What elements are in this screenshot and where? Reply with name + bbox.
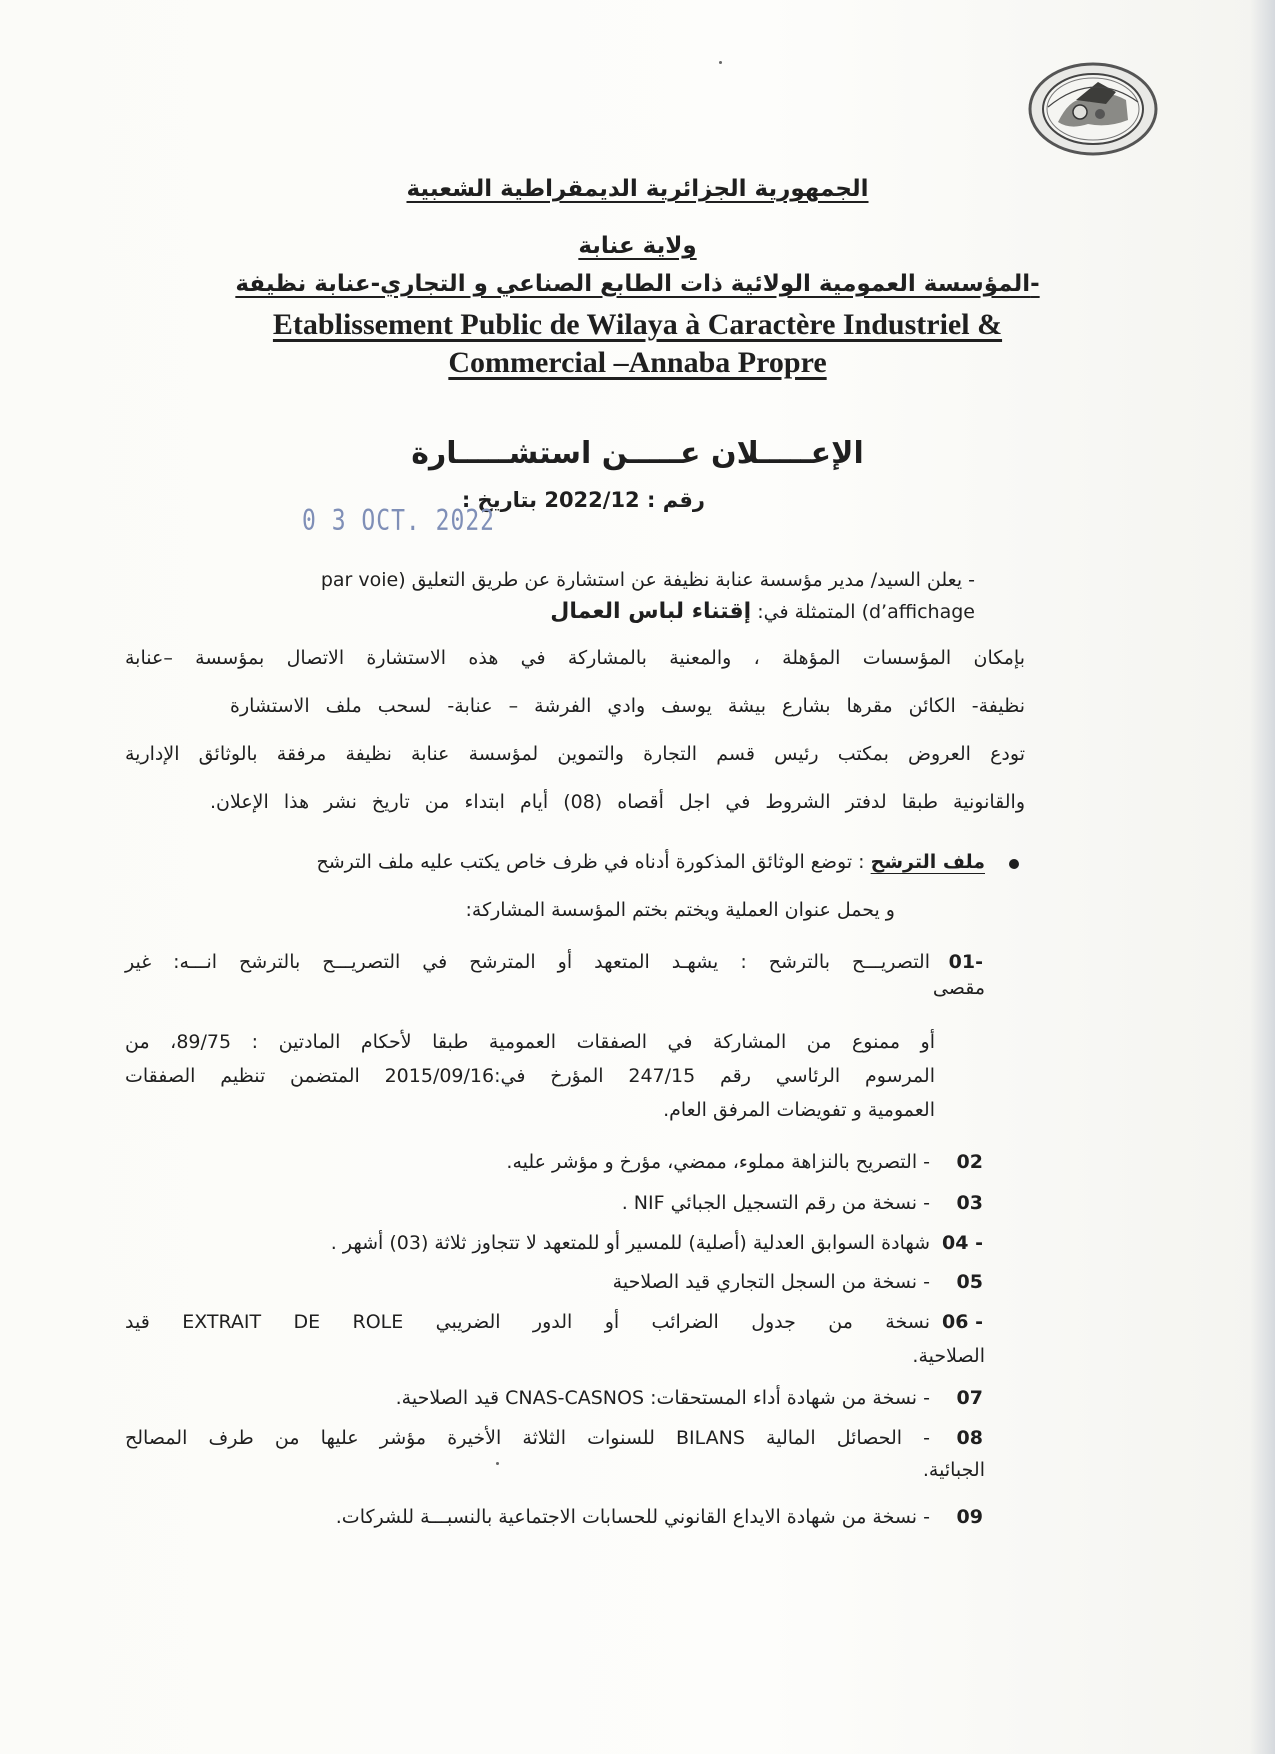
item-text-line: التصريـــح بالترشح : يشهـد المتعهد أو المترشح في التصريـــح بالترشح انـــه: غير [125,951,930,973]
intro-line-1: - يعلن السيد/ مدير مؤسسة عنابة نظيفة عن استشارة عن طريق التعليق (par voie [320,569,975,591]
item-number: 02 [956,1151,983,1173]
notice-title: الإعـــــلان عـــــن استشـــــارة [411,436,864,471]
bullet-icon [1009,859,1019,869]
candidature-line-1 [316,850,985,874]
paragraph-1: بإمكان المؤسسات المؤهلة ، والمعنية بالمشاركة في هذه الاستشارة الاتصال بمؤسسة –عنابة [125,647,1025,669]
consultation-subject: إقتناء لباس العمال [550,599,752,624]
candidature-line-2: و يحمل عنوان العملية ويختم بختم المؤسسة المشاركة: [465,899,895,921]
intro-line-2 [550,600,975,624]
paragraph-4: والقانونية طبقا لدفتر الشروط في اجل أقصاه (08) أيام ابتداء من تاريخ نشر هذا الإعلان. [210,791,1026,813]
notice-number-date: رقم : 2022/12 بتاريخ : [461,488,705,512]
establishment-french-line1: Etablissement Public de Wilaya à Caractère Industriel & [272,308,1003,341]
item-number: 04 - [942,1232,983,1254]
item-number: 09 [956,1506,983,1528]
item-text-line: أو ممنوع من المشاركة في الصفقات العمومية طبقا لأحكام المادتين : 89/75، من [125,1031,936,1053]
item-text-line: نسخة من جدول الضرائب أو الدور الضريبي EXTRAIT DE ROLE قيد [125,1311,930,1333]
candidature-text: : توضع الوثائق المذكورة أدناه في ظرف خاص يكتب عليه ملف الترشح [316,851,871,873]
item-text-line: - الحصائل المالية BILANS للسنوات الثلاثة الأخيرة مؤشر عليها من طرف المصالح [125,1427,930,1449]
item-number: 05 [956,1271,983,1293]
scan-edge-shadow [1249,0,1275,1754]
candidature-label: ملف الترشح [870,851,985,873]
item-text-line: الجبائية. [922,1459,985,1481]
item-number: 08 [956,1427,983,1449]
republic-heading: الجمهورية الجزائرية الديمقراطية الشعبية [406,176,869,202]
item-text-line: - نسخة من رقم التسجيل الجبائي NIF . [621,1192,930,1214]
scan-speck [496,1462,499,1465]
item-number: 07 [956,1387,983,1409]
paragraph-3: تودع العروض بمكتب رئيس قسم التجارة والتموين لمؤسسة عنابة نظيفة مرفقة بالوثائق الإدارية [125,743,1025,765]
item-number: 01- [948,951,983,973]
establishment-seal-logo-icon [1028,62,1158,156]
establishment-arabic-heading: المؤسسة العمومية الولائية ذات الطابع الصناعي و التجاري-عنابة نظيفة- [235,271,1040,297]
intro-line-2-prefix: d’affichage) المتمثلة في: [757,601,975,623]
item-text-line: المرسوم الرئاسي رقم 247/15 المؤرخ في:2015/09/16 المتضمن تنظيم الصفقات [125,1065,935,1087]
item-text-line: - نسخة من شهادة أداء المستحقات: CNAS-CASNOS قيد الصلاحية. [395,1387,930,1409]
establishment-french-line2: Commercial –Annaba Propre [448,346,827,379]
item-number: 06 - [942,1311,983,1333]
item-text-line: شهادة السوابق العدلية (أصلية) للمسير أو للمتعهد لا تتجاوز ثلاثة (03) أشهر . [330,1232,930,1254]
item-text-line: - التصريح بالنزاهة مملوء، ممضي، مؤرخ و مؤشر عليه. [506,1151,930,1173]
paragraph-2: نظيفة- الكائن مقرها بشارع بيشة يوسف وادي الفرشة – عنابة- لسحب ملف الاستشارة [230,695,1025,717]
date-stamp: 0 3 OCT. 2022 [302,504,496,538]
item-number: 03 [956,1192,983,1214]
item-text-line: العمومية و تفويضات المرفق العام. [663,1099,935,1121]
item-text-line: - نسخة من شهادة الايداع القانوني للحسابات الاجتماعية بالنسبـــة للشركات. [335,1506,930,1528]
item-text-line: الصلاحية. [912,1345,985,1367]
item-text-line: - نسخة من السجل التجاري قيد الصلاحية [612,1271,930,1293]
scan-speck [719,61,722,64]
item-text-line: مقصى [932,977,985,999]
wilaya-heading: ولاية عنابة [578,233,697,259]
